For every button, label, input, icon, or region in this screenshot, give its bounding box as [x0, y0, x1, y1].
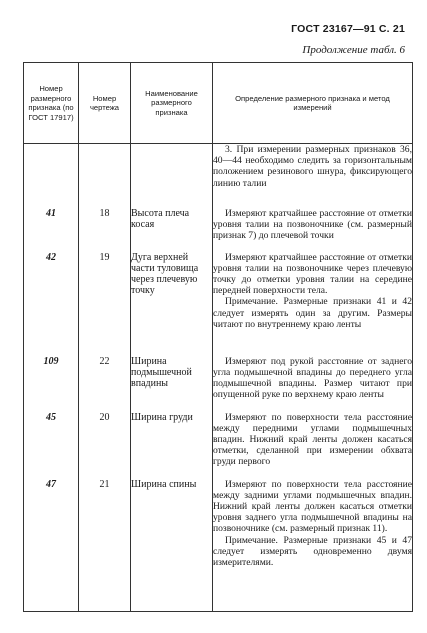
column-header [24, 63, 79, 144]
drawing-number-cell: 22 [79, 356, 131, 412]
drawing-number-cell: 20 [79, 412, 131, 479]
column-header-label: Номер чертежа [89, 93, 120, 112]
feature-name-cell: Высота плеча косая [131, 208, 213, 252]
feature-name-cell [131, 144, 213, 208]
table-header-row [24, 63, 413, 144]
drawing-number-cell: 19 [79, 252, 131, 356]
definition-paragraph: Примечание. Размерные признаки 45 и 47 следует измерять одновременно двумя измерителями. [213, 534, 412, 568]
definition-paragraph: Измеряют кратчайшее расстояние от отметки уровня талии на позвоночнике через плечевую точку до отметки уровня талии на середине передней поверхности тела. [213, 251, 412, 297]
measurement-table [23, 62, 413, 612]
definition-paragraph: 3. При измерении размерных признаков 36, 40—44 необходимо следить за горизонтальным положением резинового шнура, фиксирующего линию талии [213, 144, 412, 189]
feature-number-cell [24, 144, 79, 208]
definition-paragraph: Измеряют по поверхности тела расстояние между задними углами подмышечных впадин. Нижний край ленты должен касаться отметки уровня заднего угла подмышечной впадины на позвоночнике (см. размерный признак 11). [213, 478, 412, 535]
definition-paragraph: Примечание. Размерные признаки 41 и 42 следует измерять один за другим. Размеры читают по внутреннему краю ленты [213, 296, 412, 330]
feature-number-cell: 109 [24, 356, 79, 412]
definition-paragraph: Измеряют кратчайшее расстояние от отметки уровня талии на позвоночнике (см. размерный признак 7) до плечевой точки [213, 207, 412, 241]
column-header [79, 63, 131, 144]
feature-definition-cell [213, 252, 413, 356]
column-header [213, 63, 413, 144]
drawing-number-cell [79, 144, 131, 208]
feature-definition-cell [213, 356, 413, 412]
table-row [24, 479, 413, 612]
feature-definition-cell [213, 412, 413, 479]
feature-name-cell: Ширина груди [131, 412, 213, 479]
table-row [24, 144, 413, 208]
column-header [131, 63, 213, 144]
column-header-label: Наименование размерного признака [145, 88, 198, 117]
feature-number-cell: 42 [24, 252, 79, 356]
feature-number-cell: 47 [24, 479, 79, 612]
feature-name-cell: Дуга верхней части туловища через плечевую точку [131, 252, 213, 356]
page-header: ГОСТ 23167—91 С. 21 [291, 23, 405, 35]
feature-definition-cell [213, 208, 413, 252]
definition-paragraph: Измеряют по поверхности тела расстояние между передними углами подмышечных впадин. Нижний край ленты должен касаться отметки, сделанной при измерении обхвата груди первого [213, 411, 412, 468]
table-row [24, 412, 413, 479]
column-header-label: Определение размерного признака и метод измерений [235, 93, 390, 112]
table-row [24, 252, 413, 356]
drawing-number-cell: 18 [79, 208, 131, 252]
table-continuation-label: Продолжение табл. 6 [302, 44, 405, 56]
feature-name-cell: Ширина подмышечной впадины [131, 356, 213, 412]
table-row [24, 356, 413, 412]
feature-number-cell: 41 [24, 208, 79, 252]
column-header-label: Номер размерного признака (по ГОСТ 17917) [28, 84, 74, 122]
feature-number-cell: 45 [24, 412, 79, 479]
table-row [24, 208, 413, 252]
feature-definition-cell [213, 144, 413, 208]
feature-name-cell: Ширина спины [131, 479, 213, 612]
feature-definition-cell [213, 479, 413, 612]
definition-paragraph: Измеряют под рукой расстояние от заднего угла подмышечной впадины до переднего угла подмышечной впадины. Размер читают при опущенной руке по верхнему краю ленты [213, 355, 412, 401]
drawing-number-cell: 21 [79, 479, 131, 612]
